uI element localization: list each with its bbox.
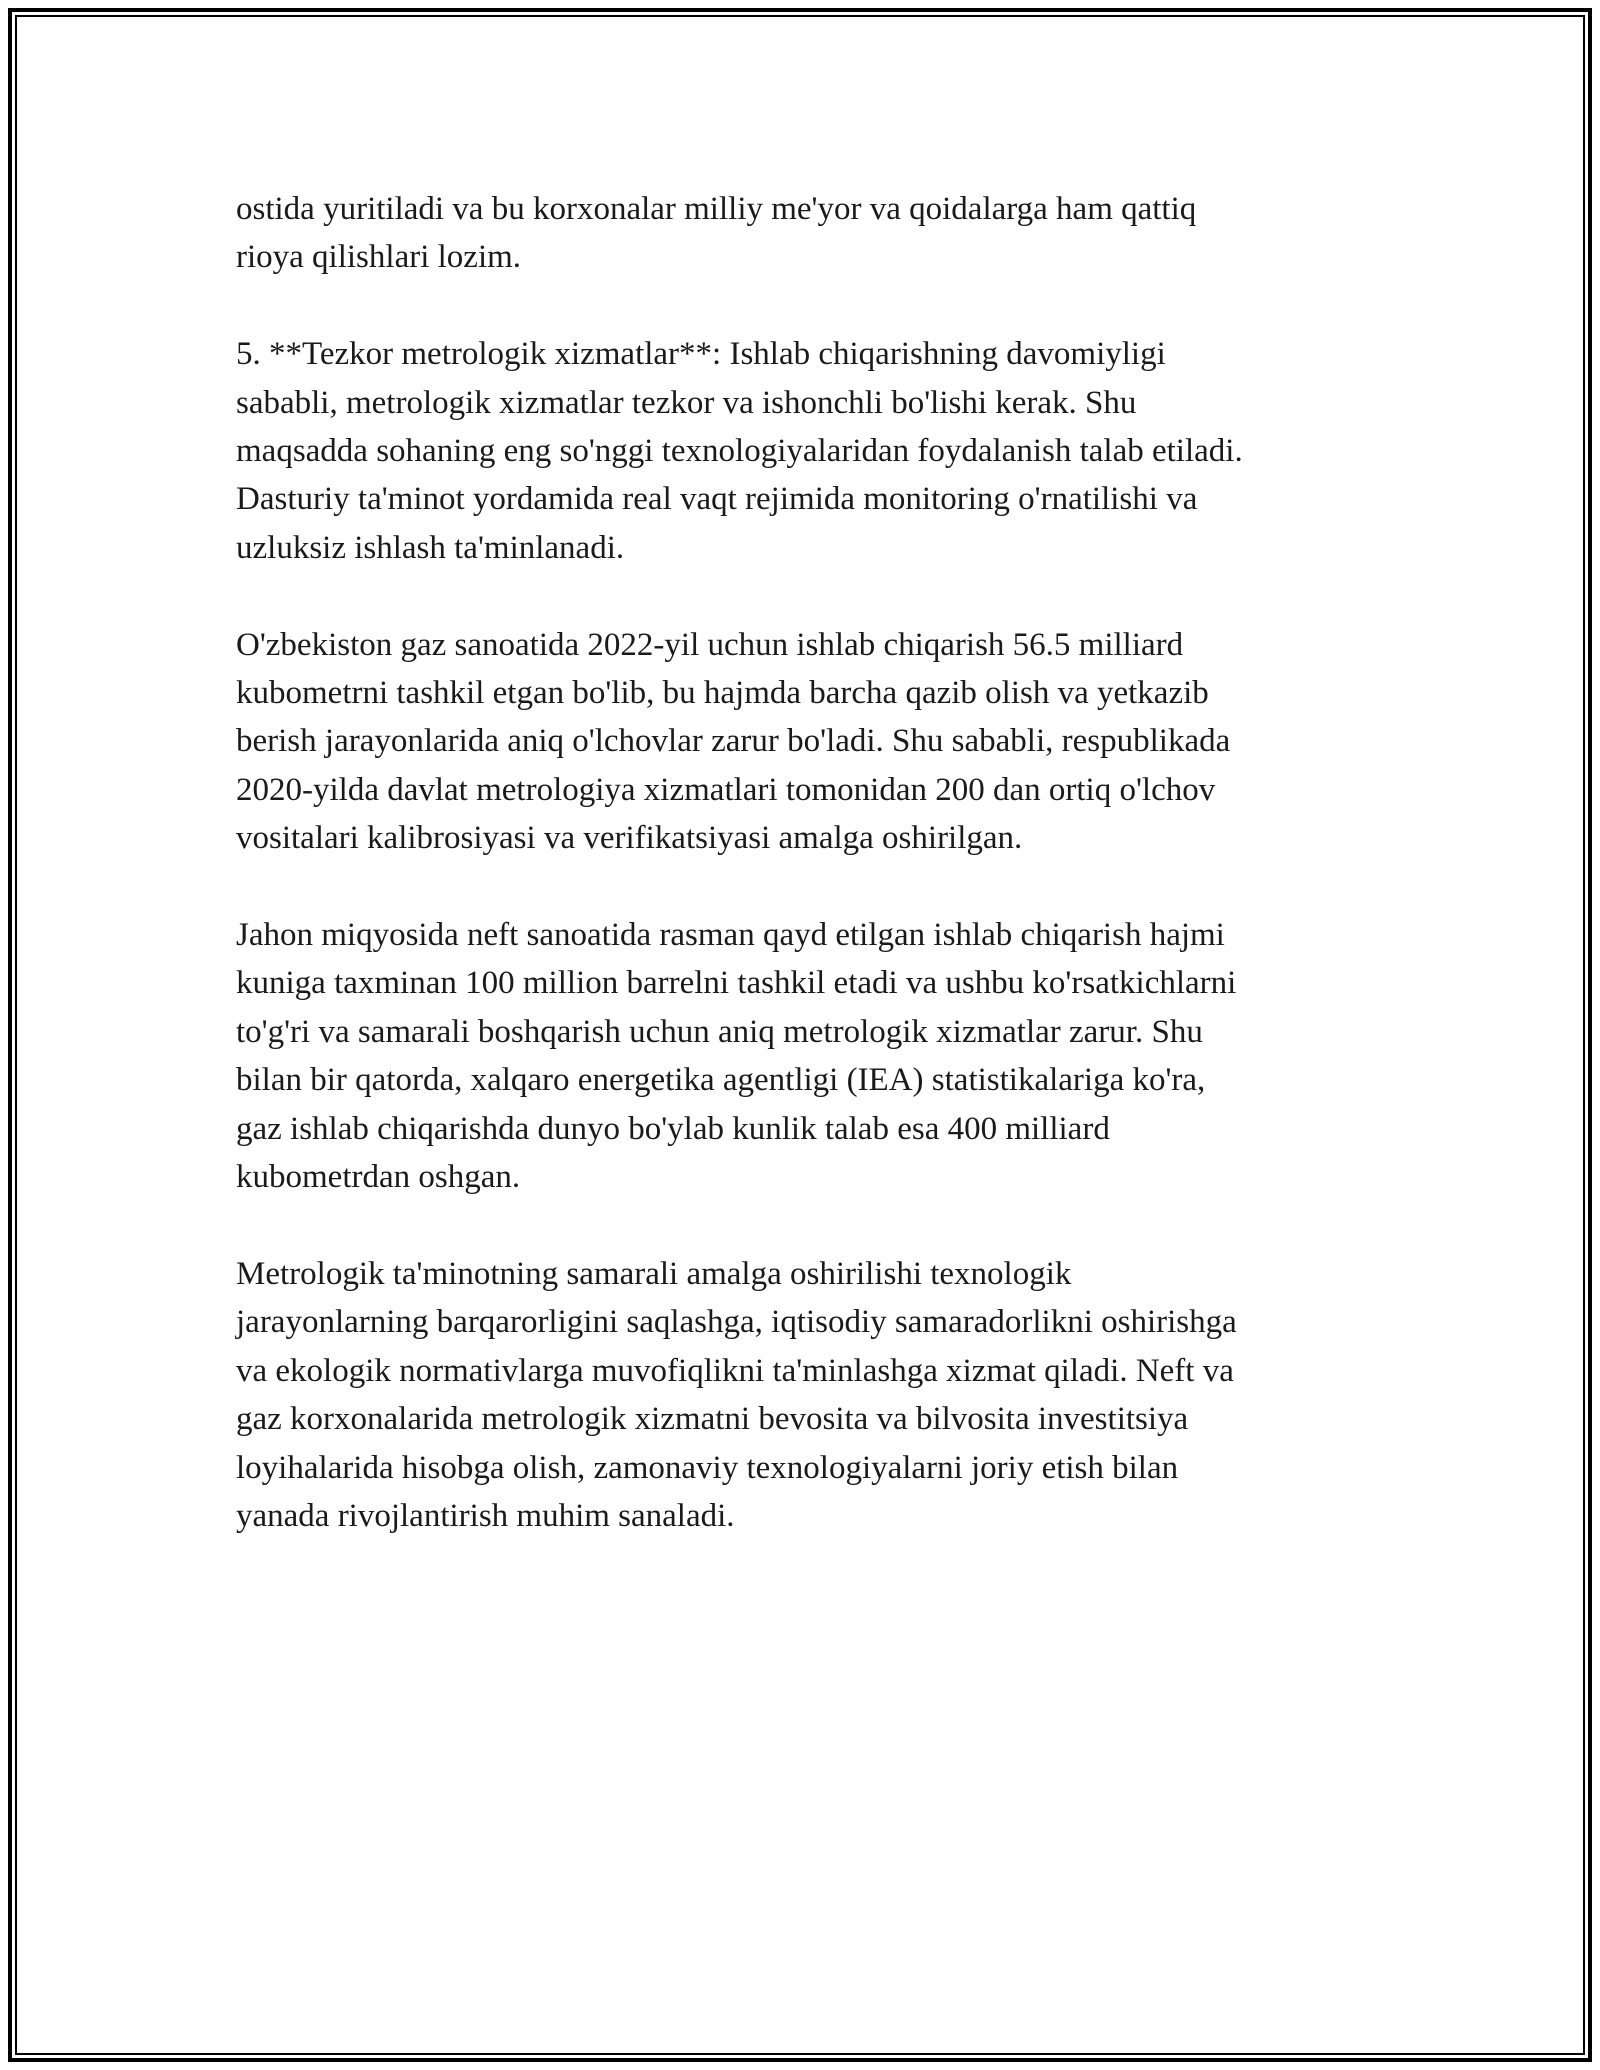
paragraph-tezkor-xizmatlar: 5. **Tezkor metrologik xizmatlar**: Ishlab chiqarishning davomiyligi sababli, metrologik xizmatlar tezkor va ishonchli bo'lishi kerak. Shu maqsadda sohaning eng so'nggi texnologiyalaridan foydalanish talab etiladi. Dasturiy ta'minot yordamida real vaqt rejimida monitoring o'rnatilishi va uzluksiz ishlash ta'minlanadi. bbox=[236, 336, 1243, 566]
document-body bbox=[236, 185, 1366, 1540]
paragraph-jahon-neft: Jahon miqyosida neft sanoatida rasman qayd etilgan ishlab chiqarish hajmi kuniga taxminan 100 million barrelni tashkil etadi va ushbu ko'rsatkichlarni to'g'ri va samarali boshqarish uchun aniq metrologik xizmatlar zarur. Shu bilan bir qatorda, xalqaro energetika agentligi (IEA) statistikalariga ko'ra, gaz ishlab chiqarishda dunyo bo'ylab kunlik talab esa 400 milliard kubometrdan oshgan. bbox=[236, 917, 1237, 1196]
paragraph-continuation: ostida yuritiladi va bu korxonalar milliy me'yor va qoidalarga ham qattiq rioya qilishlari lozim. bbox=[236, 191, 1197, 276]
paragraph-metrologik-taminot: Metrologik ta'minotning samarali amalga oshirilishi texnologik jarayonlarning barqarorligini saqlashga, iqtisodiy samaradorlikni oshirishga va ekologik normativlarga muvofiqlikni ta'minlashga xizmat qiladi. Neft va gaz korxonalarida metrologik xizmatni bevosita va bilvosita investitsiya loyihalarida hisobga olish, zamonaviy texnologiyalarni joriy etish bilan yanada rivojlantirish muhim sanaladi. bbox=[236, 1255, 1237, 1534]
paragraph-gaz-sanoati: O'zbekiston gaz sanoatida 2022-yil uchun ishlab chiqarish 56.5 milliard kubometrni tashkil etgan bo'lib, bu hajmda barcha qazib olish va yetkazib berish jarayonlarida aniq o'lchovlar zarur bo'ladi. Shu sababli, respublikada 2020-yilda davlat metrologiya xizmatlari tomonidan 200 dan ortiq o'lchov vositalari kalibrosiyasi va verifikatsiyasi amalga oshirilgan. bbox=[236, 626, 1231, 857]
